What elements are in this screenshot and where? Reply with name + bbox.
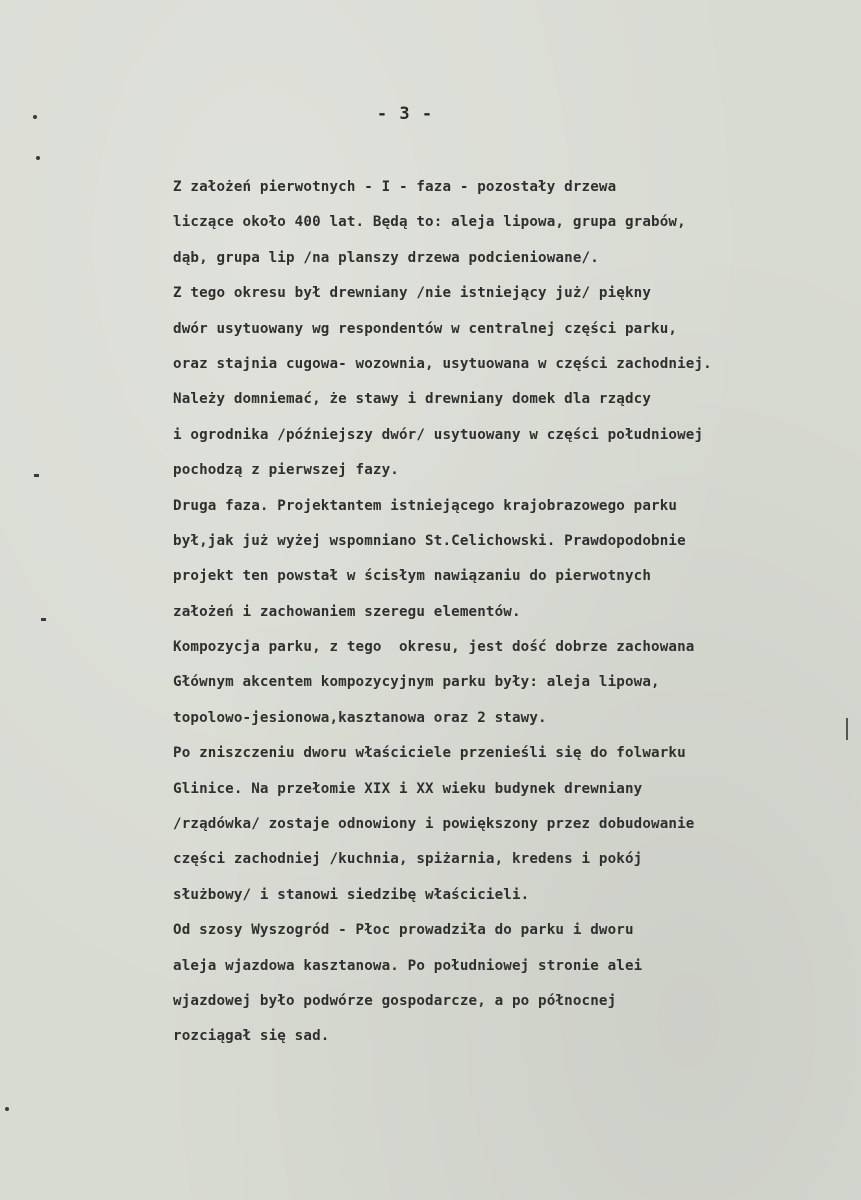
text-line: liczące około 400 lat. Będą to: aleja lipowa, grupa grabów, (173, 214, 686, 231)
margin-dot (5, 1107, 9, 1111)
margin-dot (33, 115, 37, 119)
margin-mark (34, 474, 39, 477)
text-line: wjazdowej było podwórze gospodarcze, a po północnej (173, 992, 617, 1009)
text-line: aleja wjazdowa kasztanowa. Po południowej stronie alei (173, 957, 643, 974)
text-line: dwór usytuowany wg respondentów w centralnej części parku, (173, 320, 678, 337)
text-line: projekt ten powstał w ścisłym nawiązaniu do pierwotnych (173, 568, 652, 585)
text-line: rozciągał się sad. (173, 1028, 330, 1045)
text-line: Druga faza. Projektantem istniejącego krajobrazowego parku (173, 497, 678, 514)
text-line: Glinice. Na przełomie XIX i XX wieku budynek drewniany (173, 780, 643, 797)
margin-mark (41, 618, 46, 621)
text-line: pochodzą z pierwszej fazy. (173, 462, 399, 479)
text-line: Od szosy Wyszogród - Płoc prowadziła do parku i dworu (173, 922, 634, 939)
margin-dot (36, 156, 40, 160)
page-number: - 3 - (376, 104, 434, 124)
text-line: założeń i zachowaniem szeregu elementów. (173, 603, 521, 620)
text-line: Kompozycja parku, z tego okresu, jest dość dobrze zachowana (173, 639, 695, 656)
edge-mark (846, 718, 858, 740)
text-line: Po zniszczeniu dworu właściciele przenieśli się do folwarku (173, 745, 686, 762)
text-line: topolowo-jesionowa,kasztanowa oraz 2 stawy. (173, 709, 547, 726)
text-line: Głównym akcentem kompozycyjnym parku były: aleja lipowa, (173, 674, 660, 691)
text-line: części zachodniej /kuchnia, spiżarnia, kredens i pokój (173, 851, 643, 868)
text-line: oraz stajnia cugowa- wozownia, usytuowana w części zachodniej. (173, 355, 712, 372)
text-line: Z założeń pierwotnych - I - faza - pozostały drzewa (173, 179, 617, 195)
text-line: i ogrodnika /późniejszy dwór/ usytuowany w części południowej (173, 426, 704, 443)
text-line: Należy domniemać, że stawy i drewniany domek dla rządcy (173, 391, 652, 408)
text-line: służbowy/ i stanowi siedzibę właścicieli. (173, 886, 530, 903)
text-line: Z tego okresu był drewniany /nie istniejący już/ piękny (173, 285, 652, 302)
typewritten-body (173, 174, 853, 1059)
text-line: dąb, grupa lip /na planszy drzewa podcieniowane/. (173, 249, 599, 266)
text-line: /rządówka/ zostaje odnowiony i powiększony przez dobudowanie (173, 816, 695, 833)
text-line: był,jak już wyżej wspomniano St.Celichowski. Prawdopodobnie (173, 532, 686, 549)
